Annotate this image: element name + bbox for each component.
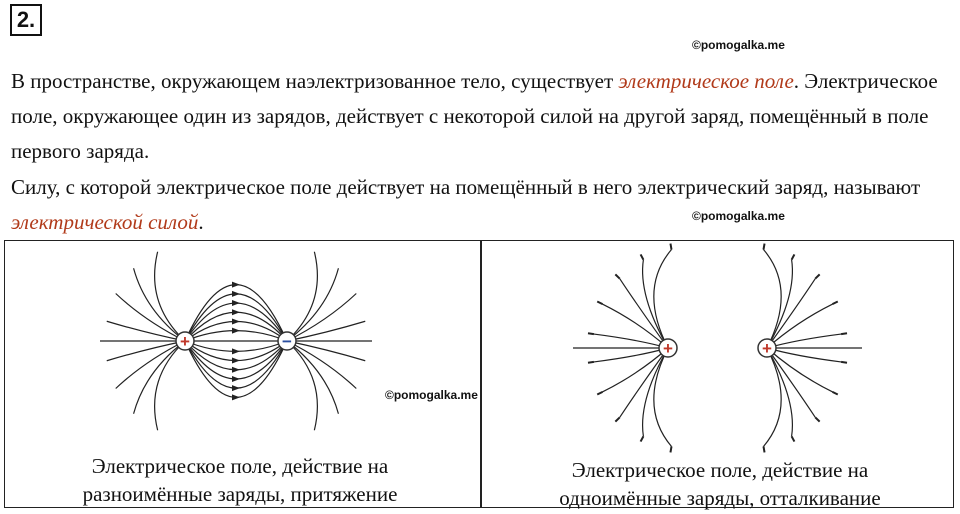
term-electric-field: электрическое поле — [618, 69, 794, 93]
field-line-right-charge — [767, 304, 832, 348]
paragraph-electric-field — [11, 64, 946, 169]
field-arrow — [832, 302, 837, 305]
caption-left-line2: разноимённые заряды, притяжение — [82, 482, 398, 506]
paragraph-electric-force — [11, 170, 946, 240]
negative-sign: − — [282, 332, 292, 351]
positive-charge-left — [659, 339, 677, 358]
term-electric-force: электрической силой — [11, 210, 199, 234]
paragraph1-text-before: В пространстве, окружающем наэлектризованное тело, существует — [11, 69, 619, 93]
field-line-between — [185, 341, 287, 388]
field-line-outer-right — [287, 341, 356, 389]
field-arrow — [232, 328, 240, 334]
field-arrow — [232, 376, 240, 382]
caption-right-line1: Электрическое поле, действие на — [571, 458, 869, 482]
field-arrow — [232, 358, 240, 364]
field-line-left-charge — [654, 348, 672, 446]
field-line-right-charge — [767, 334, 841, 348]
field-arrow — [232, 394, 240, 400]
field-arrow — [641, 254, 644, 259]
field-arrow — [670, 244, 671, 250]
caption-left-line1: Электрическое поле, действие на — [91, 454, 389, 478]
paragraph2-text-before: Силу, с которой электрическое поле действует на помещённый в него электрический заряд, называют — [11, 175, 921, 199]
field-arrow — [588, 333, 594, 334]
field-line-between — [185, 341, 287, 351]
task-number: 2. — [10, 4, 42, 36]
field-arrow — [232, 385, 240, 391]
field-line-between — [185, 294, 287, 341]
negative-charge — [278, 332, 296, 351]
field-line-outer-right — [287, 294, 356, 342]
field-arrow — [232, 282, 240, 288]
figures-divider — [480, 240, 482, 508]
field-line-left-charge — [643, 260, 668, 348]
field-line-left-charge — [643, 348, 668, 436]
paragraph1-text-after: . Электрическое поле, окружающее один из зарядов, действует с некоторой силой на другой заряд, помещённый в поле первого заряда. — [11, 69, 938, 163]
field-arrow — [232, 291, 240, 297]
field-arrow — [615, 274, 619, 278]
field-arrow — [841, 362, 847, 363]
field-line-left-charge — [603, 348, 668, 392]
figure-opposite-charges — [100, 243, 390, 443]
field-arrow — [597, 392, 602, 395]
field-arrow — [588, 362, 594, 363]
field-arrow — [815, 274, 819, 278]
positive-sign-right: + — [762, 339, 772, 358]
field-arrow — [792, 436, 795, 441]
field-line-between — [185, 331, 287, 341]
field-line-outer-left — [116, 294, 185, 342]
caption-opposite-charges — [40, 452, 440, 508]
field-line-right-charge — [767, 348, 792, 436]
field-arrow — [841, 333, 847, 334]
field-arrow — [232, 367, 240, 373]
field-arrow — [597, 302, 602, 305]
field-line-right-charge — [767, 348, 832, 392]
positive-charge — [176, 332, 194, 351]
caption-right-line2: одноимённые заряды, отталкивание — [559, 486, 881, 510]
field-line-left-charge — [603, 304, 668, 348]
field-line-left-charge — [594, 348, 668, 362]
field-line-right-charge — [763, 250, 781, 348]
field-arrow — [232, 348, 240, 354]
field-line-right-charge — [767, 348, 841, 362]
field-arrow — [232, 300, 240, 306]
field-arrow — [815, 417, 819, 421]
field-line-outer-left — [116, 341, 185, 389]
field-arrow — [232, 309, 240, 315]
caption-like-charges — [510, 456, 930, 512]
field-arrow — [832, 392, 837, 395]
field-arrow — [792, 254, 795, 259]
field-arrow — [670, 446, 671, 452]
positive-sign: + — [180, 332, 190, 351]
field-arrow — [615, 417, 619, 421]
field-arrow — [232, 318, 240, 324]
positive-sign-left: + — [663, 339, 673, 358]
watermark-top: ©pomogalka.me — [692, 38, 785, 52]
field-arrow — [763, 244, 764, 250]
watermark-figure: ©pomogalka.me — [385, 388, 478, 402]
figure-like-charges — [565, 245, 855, 455]
field-arrow — [763, 446, 764, 452]
field-line-right-charge — [763, 348, 781, 446]
field-line-right-charge — [767, 260, 792, 348]
field-line-left-charge — [654, 250, 672, 348]
watermark-middle: ©pomogalka.me — [692, 209, 785, 223]
positive-charge-right — [758, 339, 776, 358]
paragraph2-text-after: . — [198, 210, 204, 234]
field-arrow — [641, 436, 644, 441]
field-line-left-charge — [594, 334, 668, 348]
